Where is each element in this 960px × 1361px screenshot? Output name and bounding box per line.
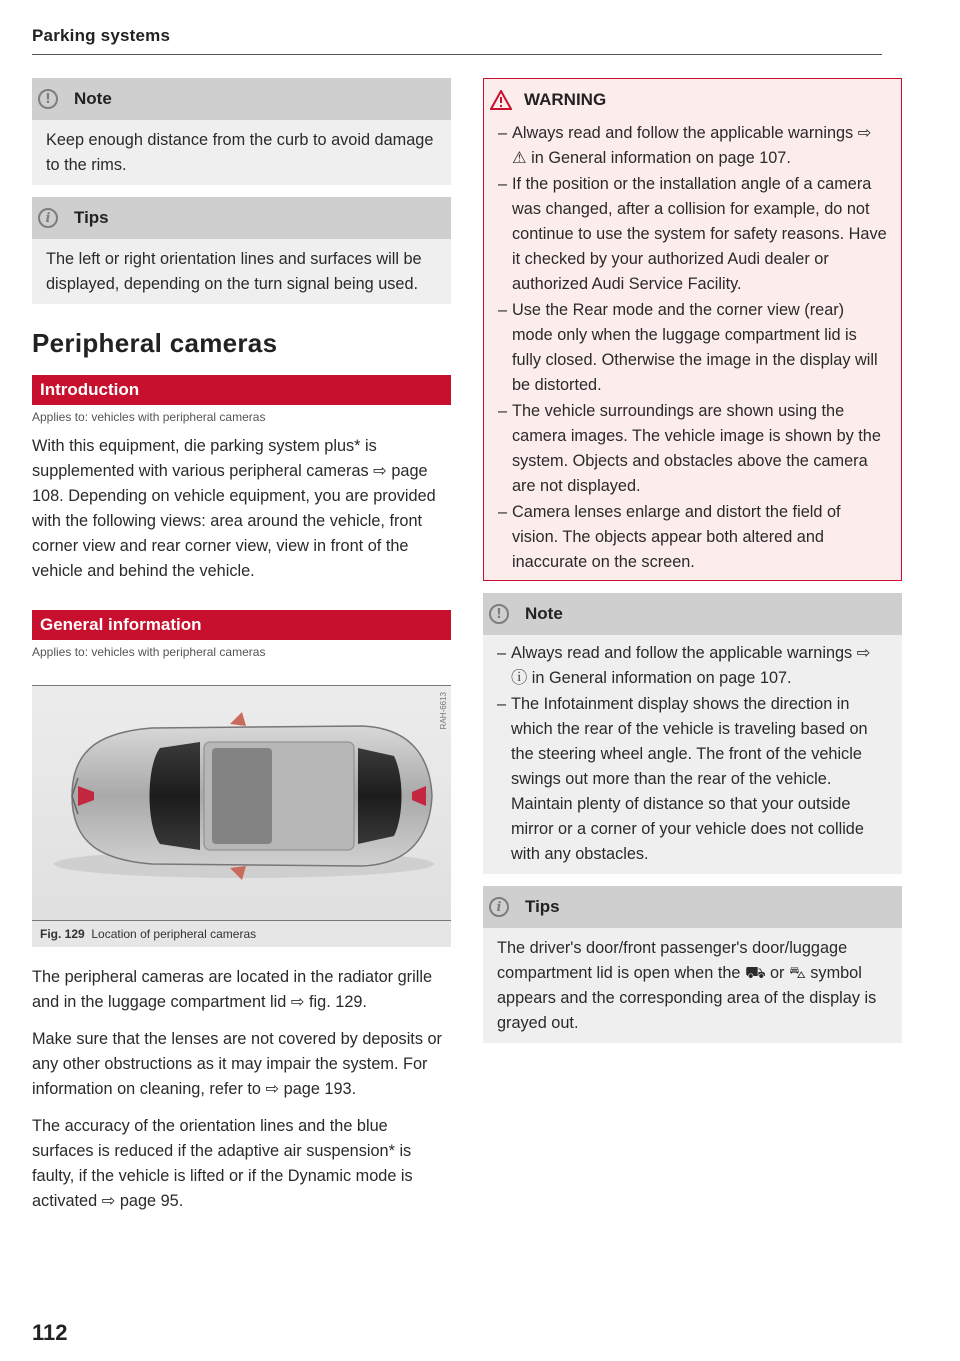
note-title-2: Note <box>525 604 563 623</box>
exclamation-icon: ! <box>38 89 58 109</box>
note-list <box>483 635 902 874</box>
general-information-applies: Applies to: vehicles with peripheral cameras <box>32 645 266 659</box>
car-top-view-image <box>32 686 451 920</box>
header-rule <box>32 54 882 55</box>
exclamation-icon: ! <box>489 604 509 624</box>
left-column <box>32 78 451 1226</box>
figure-caption <box>32 921 451 947</box>
general-information-heading: General information <box>32 610 451 640</box>
header-title: Parking systems <box>32 26 171 45</box>
warning-item: – If the position or the installation angle of a camera was changed, after a collision for example, do not continue to use the system for safety reasons. Have it checked by your authorized Audi dealer or authorized Audi Service Facility. <box>498 172 889 297</box>
tips-box-2 <box>483 886 902 1043</box>
tips-header <box>32 197 451 239</box>
warning-list <box>484 121 901 580</box>
warning-item: – Camera lenses enlarge and distort the field of vision. The objects appear both altered and inaccurate on the screen. <box>498 500 889 575</box>
tips-text-2: The driver's door/front passenger's door/luggage compartment lid is open when the ⛟ or ⛍ symbol appears and the corresponding area of the display is grayed out. <box>483 928 902 1043</box>
tips-box <box>32 197 451 304</box>
tips-header-2 <box>483 886 902 928</box>
right-column <box>483 78 902 1043</box>
page-header <box>32 26 882 55</box>
note-box-2 <box>483 593 902 874</box>
page-number: 112 <box>32 1320 68 1345</box>
note-item: – The Infotainment display shows the direction in which the rear of the vehicle is traveling based on the steering wheel angle. The front of the vehicle swings out more than the rear of the vehicle. Maintain plenty of distance so that your outside mirror or a corner of your vehicle does not collide with any obstacles. <box>497 692 888 867</box>
warning-triangle-icon <box>490 90 512 110</box>
tips-title-2: Tips <box>525 897 560 916</box>
warning-item: – The vehicle surroundings are shown using the camera images. The vehicle image is shown by the system. Objects and obstacles above the camera are not displayed. <box>498 399 889 499</box>
note-item: – Always read and follow the applicable warnings ⇨ ⓘ in General information on page 107. <box>497 641 888 691</box>
note-box <box>32 78 451 185</box>
note-title: Note <box>74 89 112 108</box>
warning-box <box>483 78 902 581</box>
general-paragraph-3: The accuracy of the orientation lines and the blue surfaces is reduced if the adaptive air suspension* is faulty, if the vehicle is lifted or if the Dynamic mode is activated ⇨ page 95. <box>32 1117 413 1210</box>
note-text: Keep enough distance from the curb to avoid damage to the rims. <box>32 120 451 185</box>
introduction-paragraph: With this equipment, die parking system plus* is supplemented with various peripheral cameras ⇨ page 108. Depending on vehicle equipment, you are provided with the following views: area around the vehicle, front corner view and rear corner view, view in front of the vehicle and behind the vehicle. <box>32 437 436 580</box>
note-header-2 <box>483 593 902 635</box>
warning-title: WARNING <box>524 90 607 109</box>
warning-header <box>484 79 901 121</box>
info-icon: i <box>38 208 58 228</box>
warning-item: – Always read and follow the applicable warnings ⇨ ⚠ in General information on page 107. <box>498 121 889 171</box>
introduction-applies: Applies to: vehicles with peripheral cameras <box>32 410 266 424</box>
figure-code: RAH-6613 <box>439 692 448 730</box>
warning-item: – Use the Rear mode and the corner view (rear) mode only when the luggage compartment lid is fully closed. Otherwise the image in the display will be distorted. <box>498 298 889 398</box>
figure-label: Fig. 129 <box>40 927 85 941</box>
info-icon: i <box>489 897 509 917</box>
section-title: Peripheral cameras <box>32 328 278 358</box>
general-paragraph-1: The peripheral cameras are located in the radiator grille and in the luggage compartment lid ⇨ fig. 129. <box>32 968 433 1011</box>
figure-peripheral-cameras <box>32 685 451 921</box>
windshield <box>150 742 201 850</box>
tips-text: The left or right orientation lines and surfaces will be displayed, depending on the turn signal being used. <box>32 239 451 304</box>
sunroof <box>212 748 272 844</box>
introduction-heading: Introduction <box>32 375 451 405</box>
figure-caption-text: Location of peripheral cameras <box>91 927 257 941</box>
tips-title: Tips <box>74 208 109 227</box>
rear-window <box>358 748 402 844</box>
mirror-left <box>230 712 246 726</box>
note-header <box>32 78 451 120</box>
general-paragraph-2: Make sure that the lenses are not covered by deposits or any other obstructions as it may impair the system. For information on cleaning, refer to ⇨ page 193. <box>32 1030 442 1098</box>
